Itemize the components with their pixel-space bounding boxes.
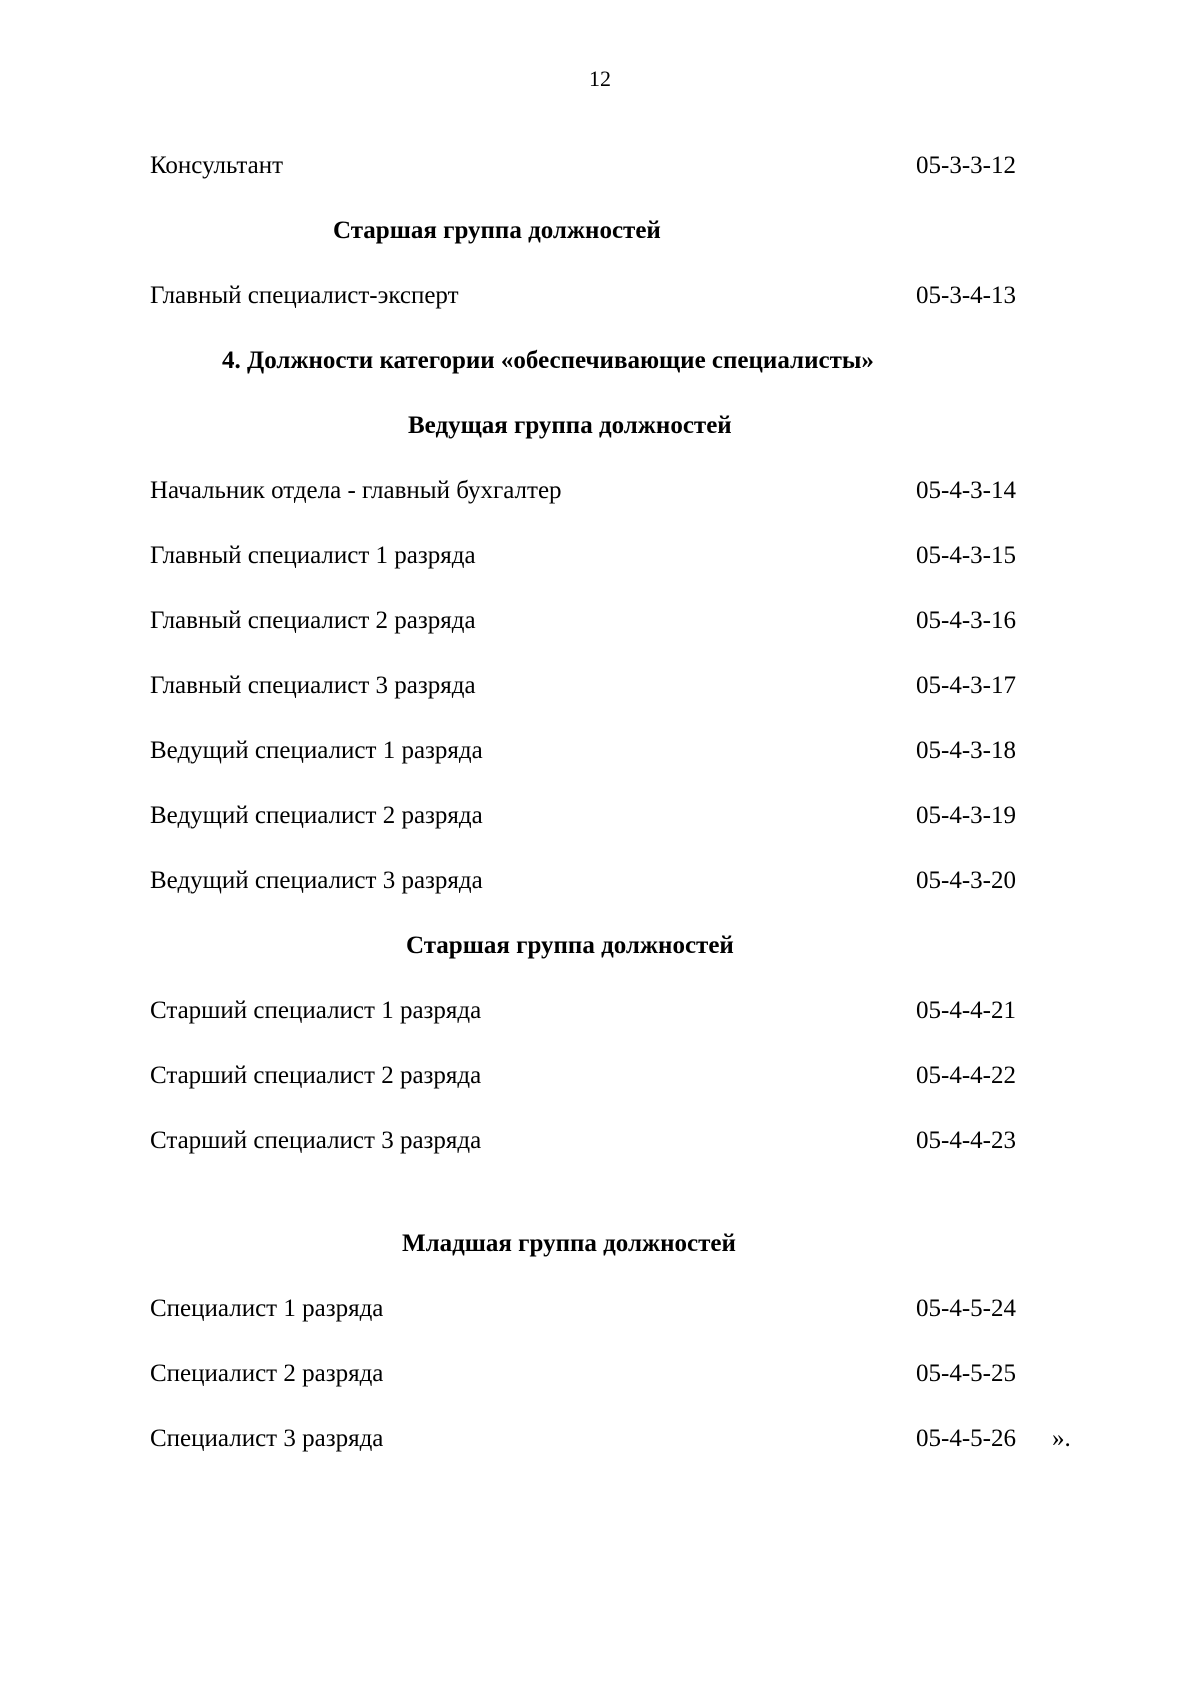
group-heading: Старшая группа должностей: [333, 217, 661, 244]
position-title: Ведущий специалист 1 разряда: [150, 737, 483, 764]
position-row: [0, 477, 1200, 517]
position-title: Ведущий специалист 2 разряда: [150, 802, 483, 829]
position-title: Ведущий специалист 3 разряда: [150, 867, 483, 894]
position-code: 05-4-3-18: [916, 737, 1016, 764]
position-title: Специалист 1 разряда: [150, 1295, 384, 1322]
group-heading: Ведущая группа должностей: [408, 412, 732, 439]
position-code: 05-3-3-12: [916, 152, 1016, 179]
closing-quote-mark: ».: [1052, 1425, 1071, 1452]
position-row: [0, 152, 1200, 192]
group-heading: Старшая группа должностей: [406, 932, 734, 959]
position-code: 05-4-3-14: [916, 477, 1016, 504]
position-row: [0, 1062, 1200, 1102]
position-title: Главный специалист 2 разряда: [150, 607, 476, 634]
position-title: Главный специалист 3 разряда: [150, 672, 476, 699]
position-title: Старший специалист 3 разряда: [150, 1127, 482, 1154]
position-row: [0, 542, 1200, 582]
category-heading: 4. Должности категории «обеспечивающие специалисты»: [222, 347, 874, 374]
position-title: Специалист 3 разряда: [150, 1425, 384, 1452]
position-row: [0, 1360, 1200, 1400]
position-code: 05-4-5-26: [916, 1425, 1016, 1452]
position-code: 05-3-4-13: [916, 282, 1016, 309]
position-row: [0, 1295, 1200, 1335]
position-row: [0, 737, 1200, 777]
position-code: 05-4-4-21: [916, 997, 1016, 1024]
position-code: 05-4-3-19: [916, 802, 1016, 829]
position-row: [0, 607, 1200, 647]
position-title: Старший специалист 2 разряда: [150, 1062, 482, 1089]
position-title: Консультант: [150, 152, 284, 179]
position-code: 05-4-3-17: [916, 672, 1016, 699]
group-heading: Младшая группа должностей: [402, 1230, 736, 1257]
position-code: 05-4-5-25: [916, 1360, 1016, 1387]
position-row: [0, 802, 1200, 842]
position-title: Главный специалист-эксперт: [150, 282, 459, 309]
position-code: 05-4-3-20: [916, 867, 1016, 894]
position-code: 05-4-5-24: [916, 1295, 1016, 1322]
position-code: 05-4-3-16: [916, 607, 1016, 634]
position-code: 05-4-3-15: [916, 542, 1016, 569]
position-row: [0, 997, 1200, 1037]
position-row: [0, 1127, 1200, 1167]
position-code: 05-4-4-22: [916, 1062, 1016, 1089]
position-row: [0, 1425, 1200, 1465]
position-row: [0, 867, 1200, 907]
page-number: 12: [589, 66, 611, 91]
position-title: Главный специалист 1 разряда: [150, 542, 476, 569]
position-code: 05-4-4-23: [916, 1127, 1016, 1154]
position-title: Начальник отдела - главный бухгалтер: [150, 477, 562, 504]
position-title: Специалист 2 разряда: [150, 1360, 384, 1387]
position-row: [0, 282, 1200, 322]
position-title: Старший специалист 1 разряда: [150, 997, 482, 1024]
position-row: [0, 672, 1200, 712]
